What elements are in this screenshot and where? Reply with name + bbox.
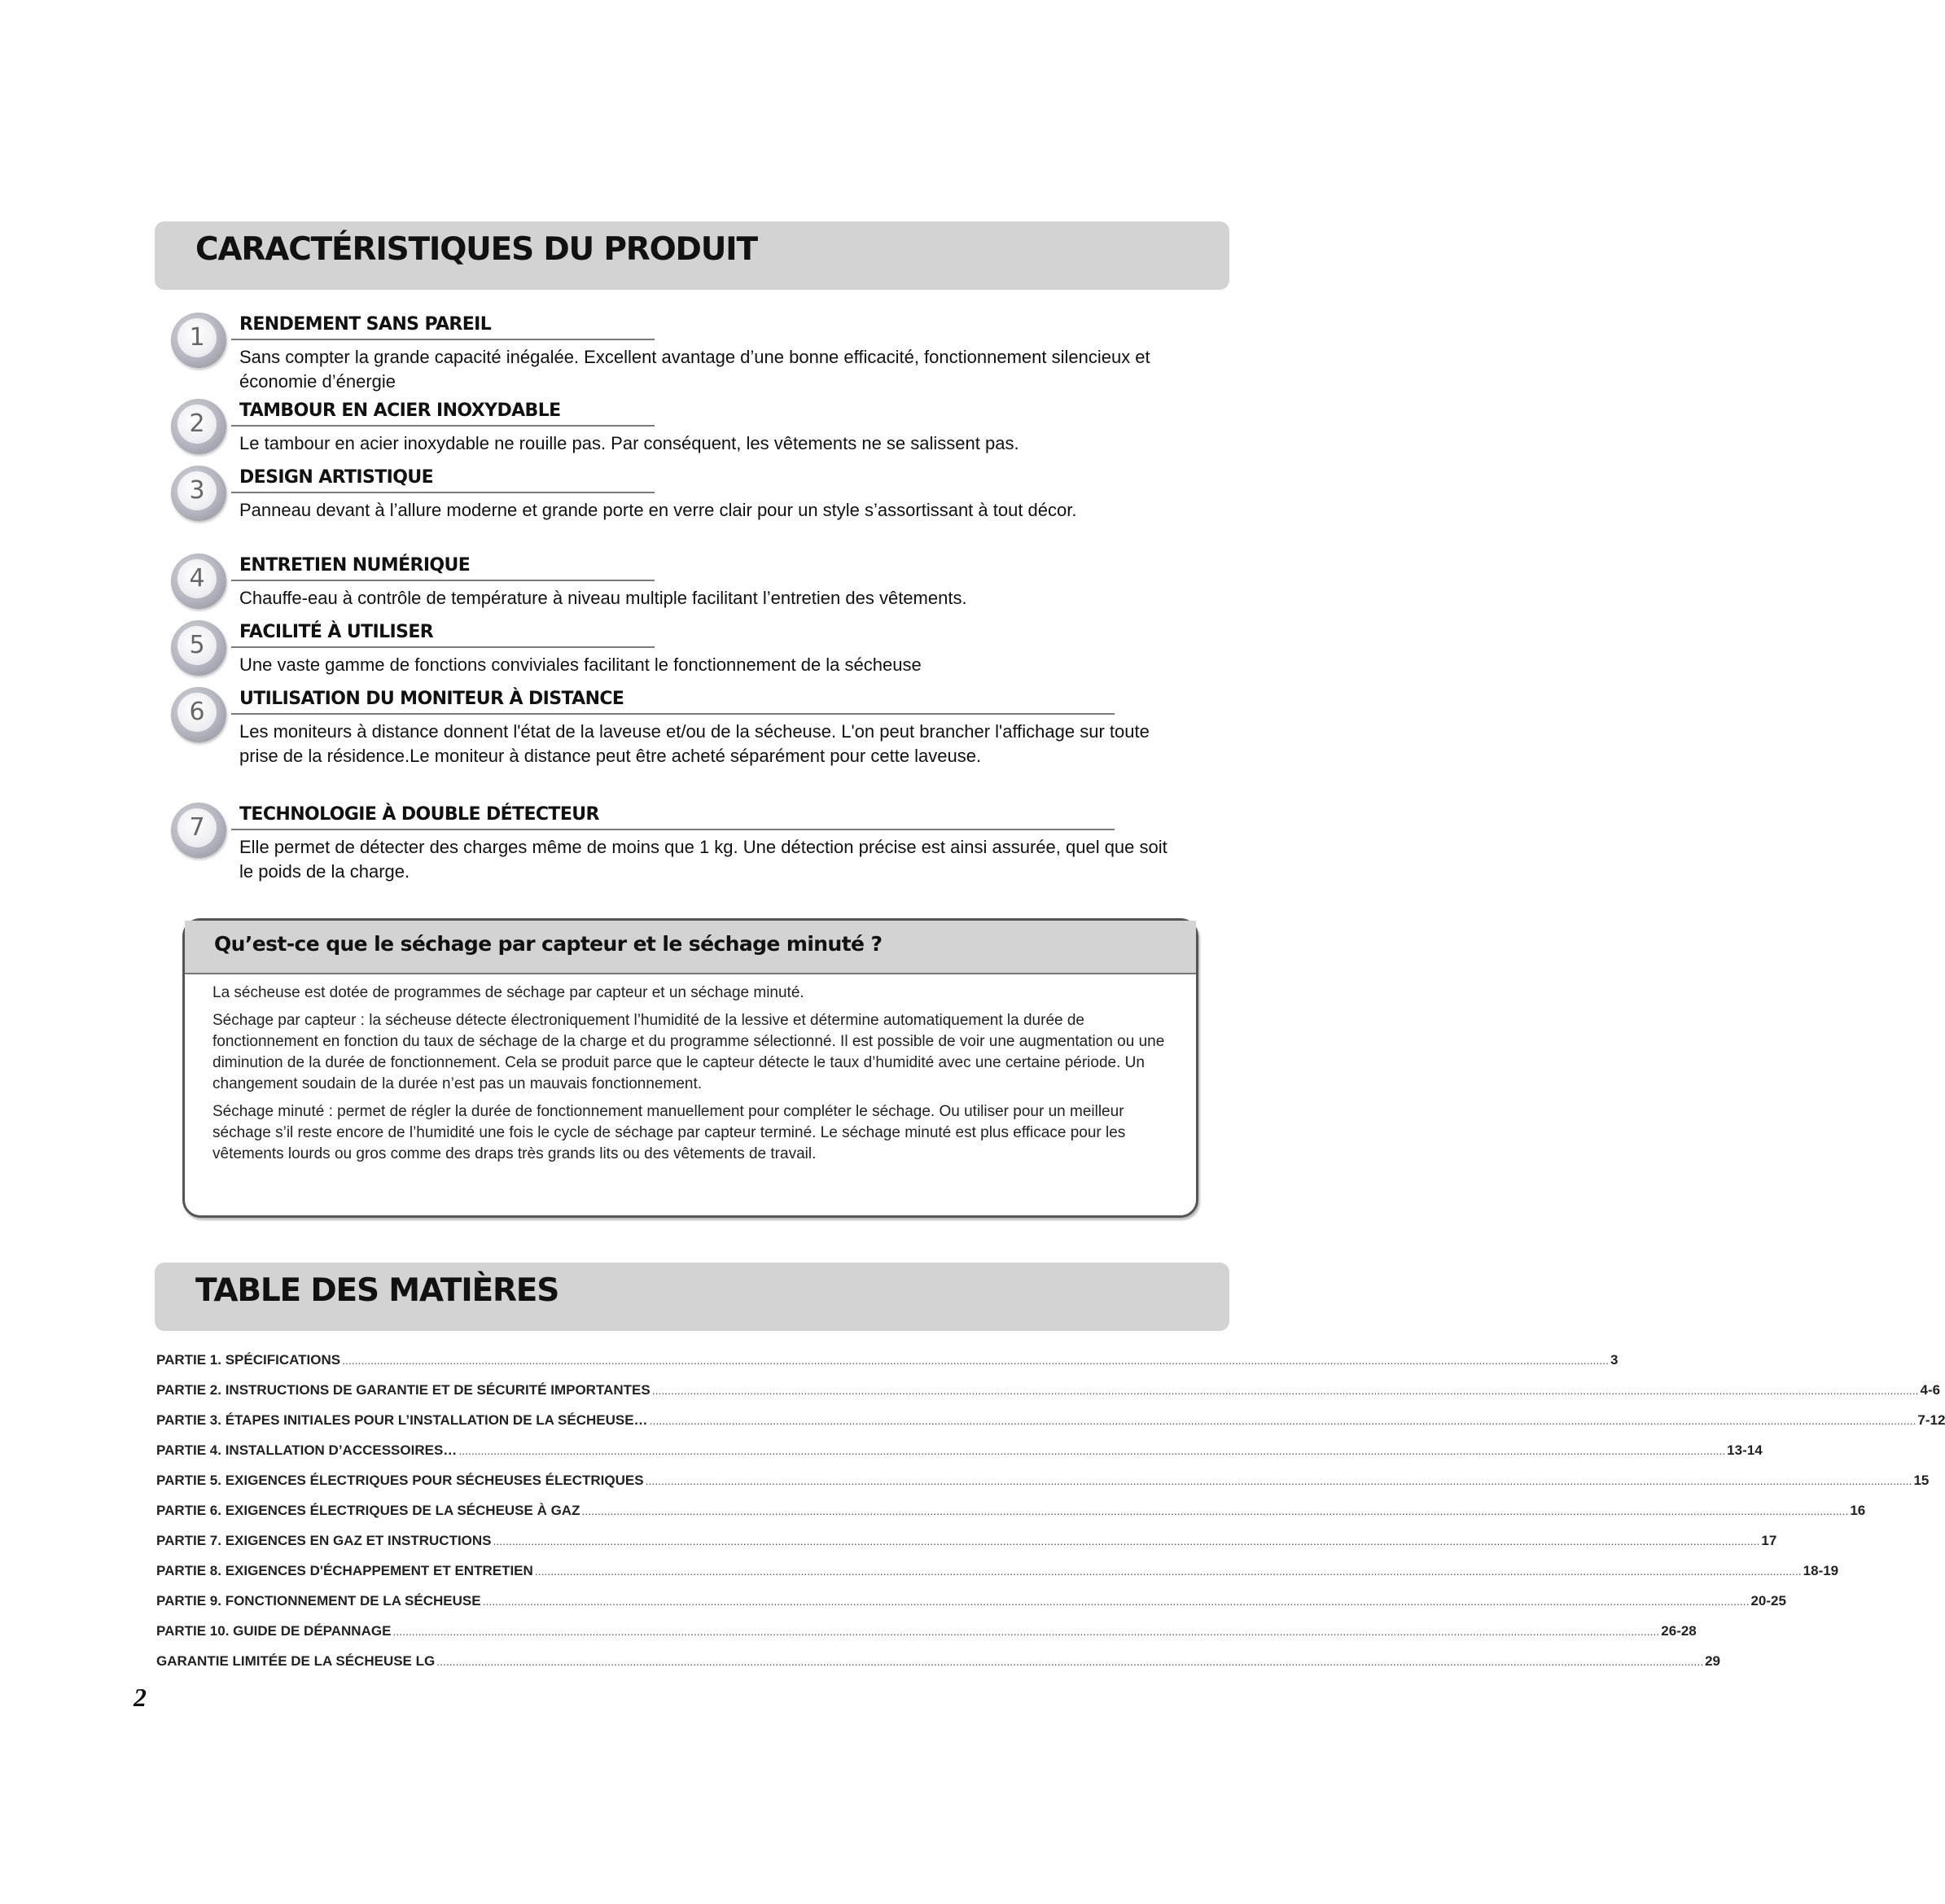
info-paragraph-sensor-drying: Séchage par capteur : la sécheuse détecte électroniquement l’humidité de la lessive et détermine automatiquement la durée de fonctionnement en fonction du taux de séchage de la charge et du programme sélectionné. Il est possible de voir une augmentation ou une diminution de la durée de fonctionnement. Cela se produit parce que le capteur détecte le taux d’humidité avec une certaine période. Un changement soudain de la durée n’est pas un mauvais fonctionnement. (212, 1012, 1165, 1092)
number-1-badge-icon (171, 313, 226, 368)
toc-entry-page: 13-14 (1727, 1442, 1763, 1458)
toc-dot-leader: ................................................................................................................................................................................................................................................................................................................................................................................................................ (493, 1534, 1760, 1547)
feature-title: ENTRETIEN NUMÉRIQUE (239, 555, 471, 576)
info-box-title: Qu’est-ce que le séchage par capteur et le séchage minuté ? (214, 932, 883, 956)
toc-entry-page: 7-12 (1917, 1412, 1945, 1428)
toc-dot-leader: ................................................................................................................................................................................................................................................................................................................................................................................................................ (482, 1595, 1750, 1608)
feature-number: 4 (177, 559, 217, 598)
feature-divider (231, 646, 655, 648)
feature-divider (231, 339, 655, 340)
toc-entry[interactable] (156, 1473, 1930, 1503)
toc-entry-page: 3 (1610, 1352, 1619, 1368)
toc-dot-leader: ................................................................................................................................................................................................................................................................................................................................................................................................................ (342, 1354, 1609, 1367)
table-of-contents (156, 1352, 1945, 1683)
toc-entry[interactable] (156, 1382, 1941, 1412)
feature-title: TAMBOUR EN ACIER INOXYDABLE (239, 400, 561, 421)
toc-entry[interactable] (156, 1503, 1866, 1533)
feature-divider (231, 425, 655, 427)
feature-divider (231, 492, 655, 493)
toc-entry-label: PARTIE 6. EXIGENCES ÉLECTRIQUES DE LA SÉCHEUSE À GAZ (156, 1503, 580, 1518)
toc-entry-label: PARTIE 7. EXIGENCES EN GAZ ET INSTRUCTIONS (156, 1533, 492, 1548)
toc-dot-leader: ................................................................................................................................................................................................................................................................................................................................................................................................................ (436, 1655, 1704, 1668)
sensor-timed-drying-info-box (182, 918, 1198, 1218)
feature-title: FACILITÉ À UTILISER (239, 622, 434, 642)
feature-title: DESIGN ARTISTIQUE (239, 467, 434, 488)
info-box-body (212, 983, 1173, 1171)
feature-description: Panneau devant à l’allure moderne et grande porte en verre clair pour un style s’assortissant à tout décor. (239, 500, 1077, 520)
toc-entry-label: GARANTIE LIMITÉE DE LA SÉCHEUSE LG (156, 1653, 436, 1669)
number-6-badge-icon (171, 687, 226, 742)
toc-entry-page: 18-19 (1803, 1563, 1839, 1578)
feature-number: 6 (177, 693, 217, 732)
toc-entry-label: PARTIE 4. INSTALLATION D’ACCESSOIRES… (156, 1442, 458, 1458)
toc-entry[interactable] (156, 1442, 1763, 1473)
toc-dot-leader: ................................................................................................................................................................................................................................................................................................................................................................................................................ (645, 1474, 1912, 1487)
feature-number: 5 (177, 626, 217, 665)
feature-number: 2 (177, 405, 217, 444)
toc-dot-leader: ................................................................................................................................................................................................................................................................................................................................................................................................................ (458, 1444, 1726, 1457)
toc-entry-label: PARTIE 10. GUIDE DE DÉPANNAGE (156, 1623, 392, 1639)
toc-entry-page: 17 (1761, 1533, 1777, 1548)
feature-description: Chauffe-eau à contrôle de température à niveau multiple facilitant l’entretien des vêtements. (239, 588, 967, 608)
info-paragraph-timed-drying: Séchage minuté : permet de régler la durée de fonctionnement manuellement pour compléter le séchage. Ou utiliser pour un meilleur séchage s’il reste encore de l’humidité une fois le cycle de séchage par capteur terminé. Le séchage minuté est plus efficace pour les vêtements lourds ou gros comme des draps très grands lits ou des vêtements de travail. (212, 1103, 1126, 1162)
toc-entry-label: PARTIE 2. INSTRUCTIONS DE GARANTIE ET DE SÉCURITÉ IMPORTANTES (156, 1382, 651, 1398)
feature-description: Sans compter la grande capacité inégalée. Excellent avantage d’une bonne efficacité, fonctionnement silencieux et économie d’énergie (239, 347, 1150, 392)
feature-title: RENDEMENT SANS PAREIL (239, 314, 492, 335)
toc-entry-page: 29 (1705, 1653, 1721, 1669)
toc-entry[interactable] (156, 1352, 1619, 1382)
toc-entry-label: PARTIE 1. SPÉCIFICATIONS (156, 1352, 341, 1368)
toc-entry-page: 15 (1913, 1473, 1930, 1488)
feature-number: 3 (177, 471, 217, 510)
feature-description: Une vaste gamme de fonctions conviviales facilitant le fonctionnement de la sécheuse (239, 654, 922, 675)
info-box-header (185, 921, 1196, 974)
number-2-badge-icon (171, 399, 226, 454)
toc-entry-label: PARTIE 5. EXIGENCES ÉLECTRIQUES POUR SÉCHEUSES ÉLECTRIQUES (156, 1473, 644, 1488)
toc-entry-page: 20-25 (1750, 1593, 1786, 1609)
toc-dot-leader: ................................................................................................................................................................................................................................................................................................................................................................................................................ (534, 1565, 1802, 1578)
toc-dot-leader: ................................................................................................................................................................................................................................................................................................................................................................................................................ (651, 1384, 1919, 1397)
toc-entry-page: 26-28 (1661, 1623, 1697, 1639)
toc-entry-label: PARTIE 3. ÉTAPES INITIALES POUR L’INSTALLATION DE LA SÉCHEUSE… (156, 1412, 648, 1428)
toc-entry[interactable] (156, 1533, 1777, 1563)
feature-divider (231, 713, 1115, 715)
info-paragraph-intro: La sécheuse est dotée de programmes de séchage par capteur et un séchage minuté. (212, 984, 804, 1001)
toc-entry[interactable] (156, 1563, 1839, 1593)
toc-dot-leader: ................................................................................................................................................................................................................................................................................................................................................................................................................ (649, 1414, 1917, 1427)
feature-title: TECHNOLOGIE À DOUBLE DÉTECTEUR (239, 804, 599, 825)
toc-entry-label: PARTIE 8. EXIGENCES D'ÉCHAPPEMENT ET ENTRETIEN (156, 1563, 533, 1578)
number-3-badge-icon (171, 466, 226, 521)
feature-divider (231, 829, 1115, 830)
toc-entry-page: 16 (1850, 1503, 1866, 1518)
features-section-banner (155, 221, 1229, 290)
toc-entry[interactable] (156, 1623, 1697, 1653)
feature-description: Le tambour en acier inoxydable ne rouille pas. Par conséquent, les vêtements ne se salissent pas. (239, 433, 1019, 453)
number-4-badge-icon (171, 554, 226, 609)
toc-entry[interactable] (156, 1653, 1721, 1683)
feature-divider (231, 580, 655, 581)
number-5-badge-icon (171, 620, 226, 676)
feature-description: Les moniteurs à distance donnent l'état de la laveuse et/ou de la sécheuse. L'on peut brancher l'affichage sur toute prise de la résidence.Le moniteur à distance peut être acheté séparément pour cette laveuse. (239, 721, 1150, 766)
feature-title: UTILISATION DU MONITEUR À DISTANCE (239, 689, 624, 709)
toc-entry[interactable] (156, 1593, 1786, 1623)
toc-entry-page: 4-6 (1920, 1382, 1941, 1398)
toc-entry[interactable] (156, 1412, 1945, 1442)
toc-entry-label: PARTIE 9. FONCTIONNEMENT DE LA SÉCHEUSE (156, 1593, 481, 1609)
feature-number: 7 (177, 808, 217, 847)
feature-number: 1 (177, 318, 217, 357)
toc-dot-leader: ................................................................................................................................................................................................................................................................................................................................................................................................................ (581, 1504, 1849, 1517)
number-7-badge-icon (171, 803, 226, 858)
page-number: 2 (134, 1683, 147, 1712)
toc-dot-leader: ................................................................................................................................................................................................................................................................................................................................................................................................................ (392, 1625, 1660, 1638)
features-section-title: CARACTÉRISTIQUES DU PRODUIT (195, 231, 757, 268)
toc-section-banner (155, 1263, 1229, 1331)
toc-section-title: TABLE DES MATIÈRES (195, 1272, 559, 1309)
feature-description: Elle permet de détecter des charges même de moins que 1 kg. Une détection précise est ainsi assurée, quel que soit le poids de la charge. (239, 837, 1167, 882)
